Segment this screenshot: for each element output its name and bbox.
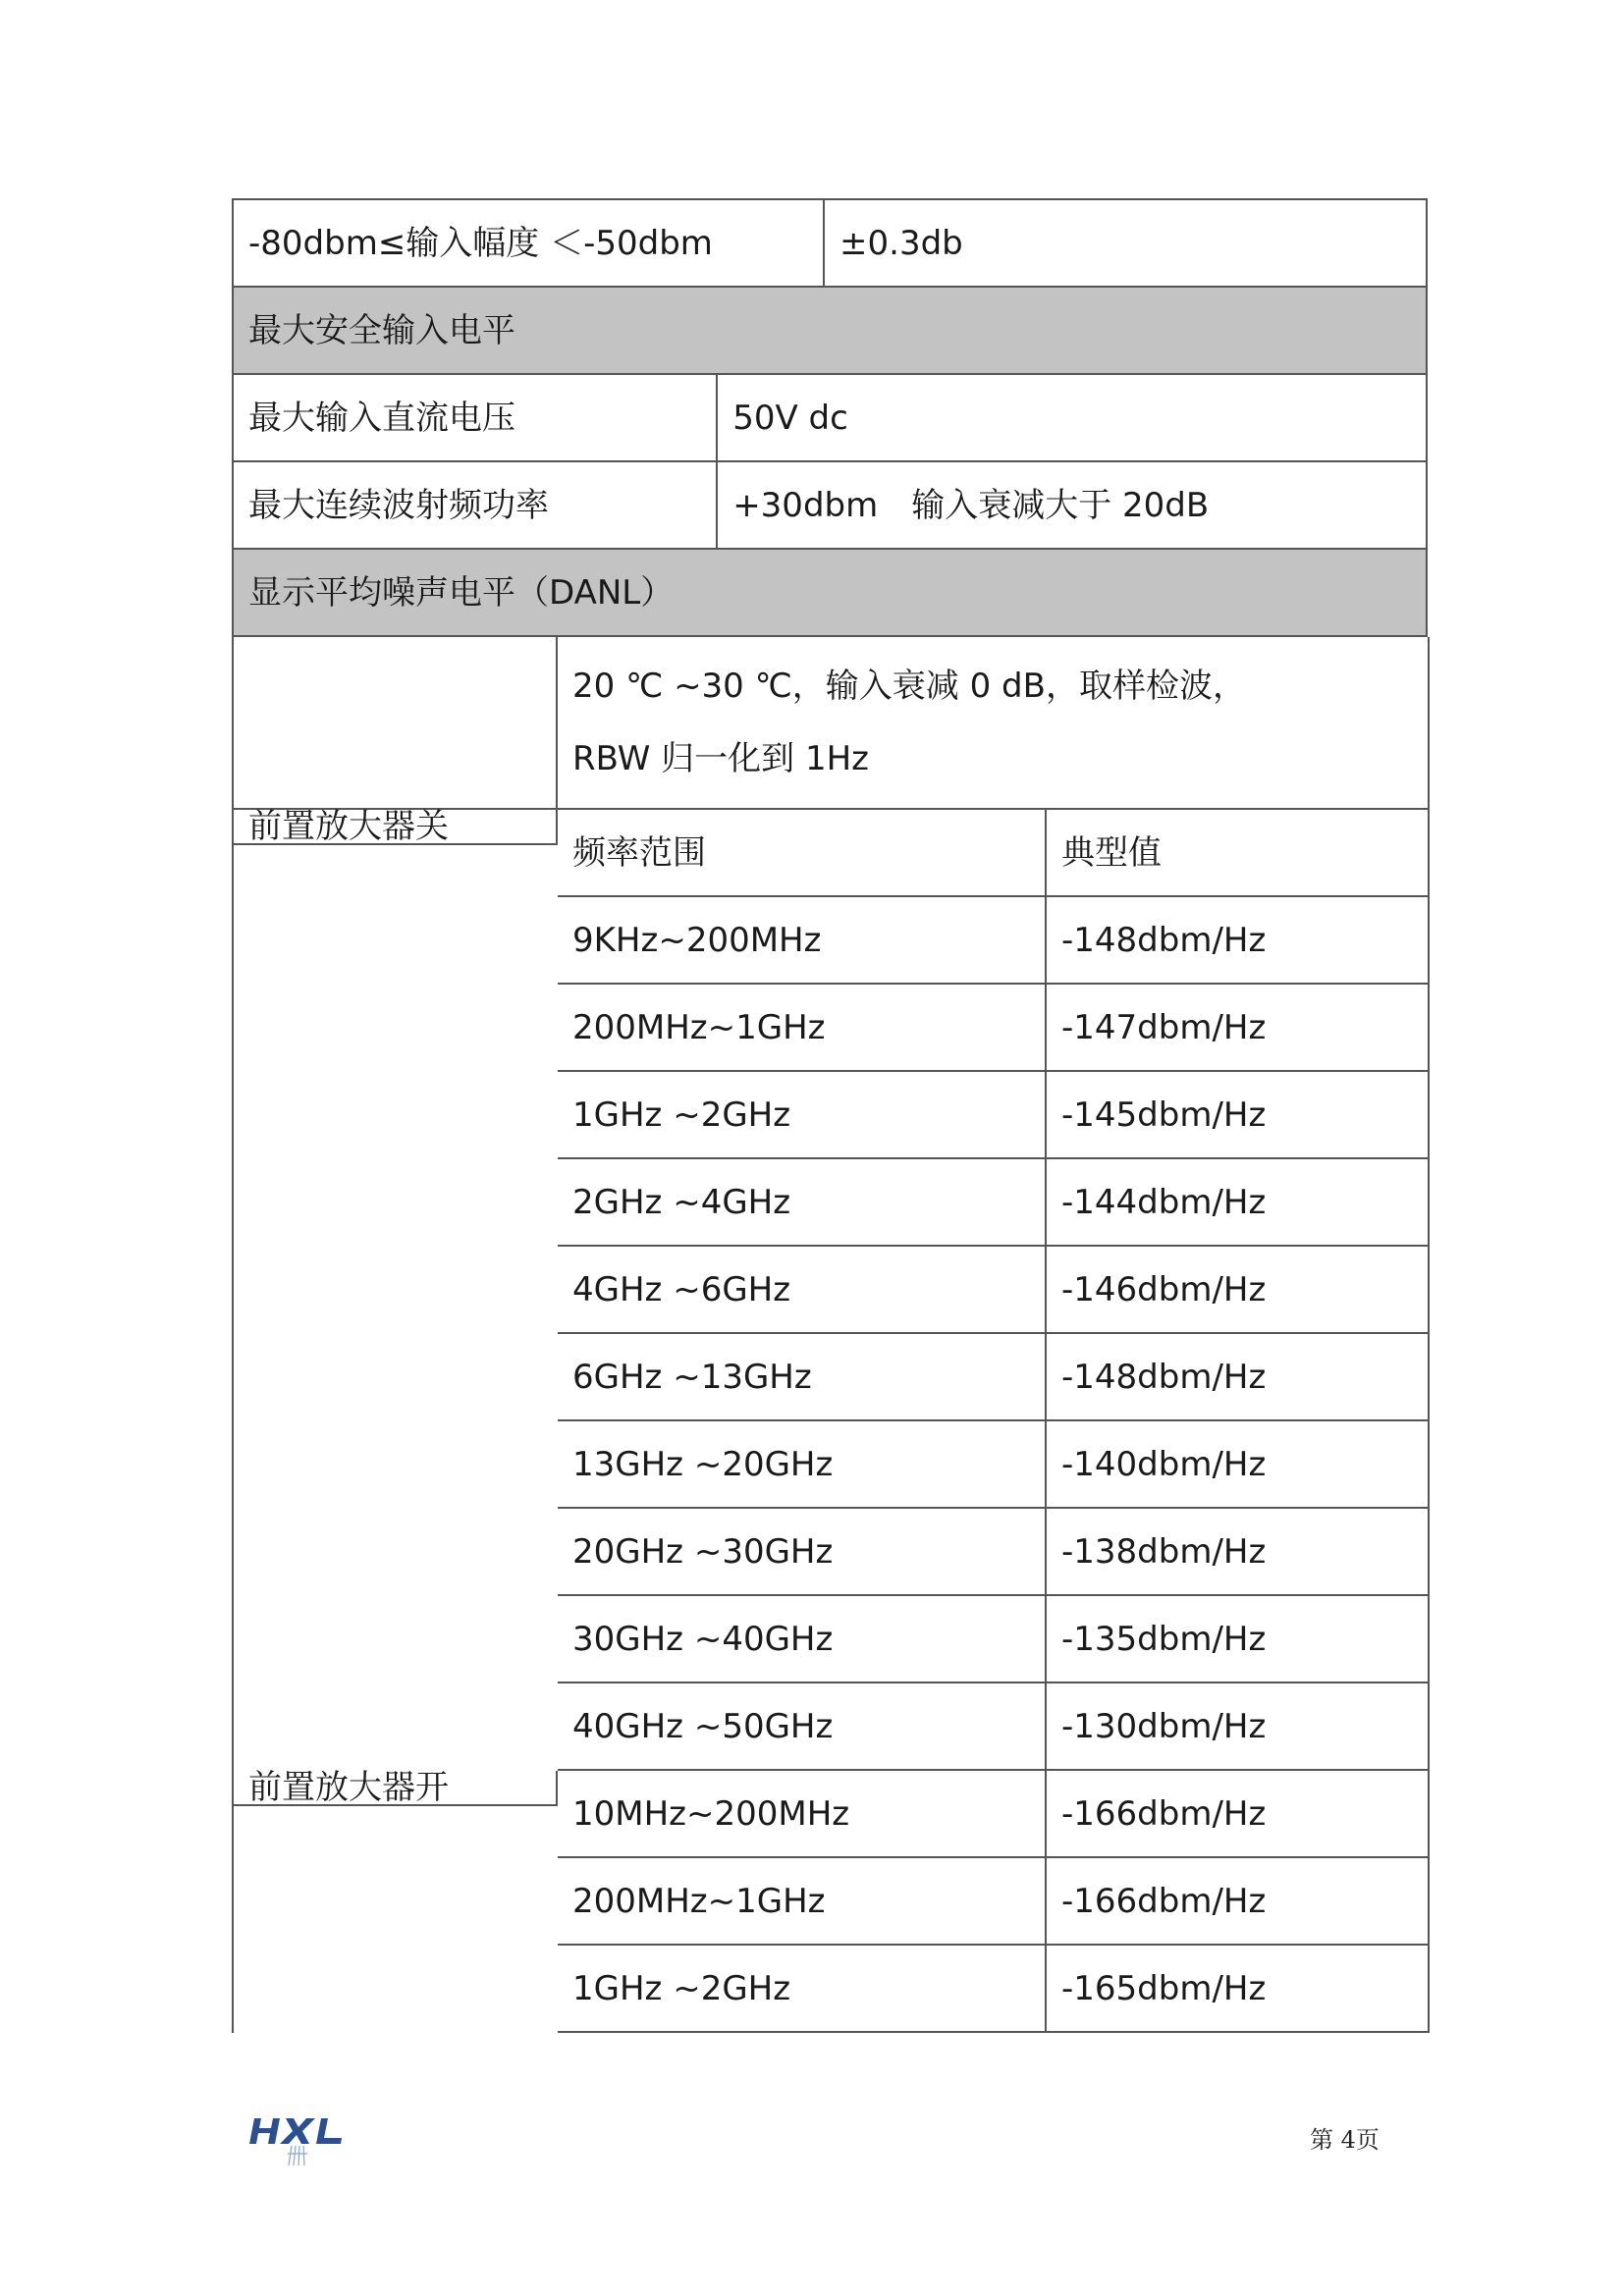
- danl-condition-line2: RBW 归一化到 1Hz: [572, 739, 870, 778]
- typical-value-cell: -130dbm/Hz: [1047, 1683, 1430, 1771]
- freq-range-cell: 2GHz ~4GHz: [558, 1159, 1047, 1247]
- typical-value-cell: -166dbm/Hz: [1047, 1858, 1430, 1946]
- freq-range-cell: 13GHz ~20GHz: [558, 1421, 1047, 1509]
- typical-value-cell: -148dbm/Hz: [1047, 897, 1430, 985]
- max-dc-value: 50V dc: [718, 375, 1428, 462]
- max-dc-label: 最大输入直流电压: [234, 375, 718, 462]
- table-row: [558, 1858, 1430, 1946]
- table-row: [558, 1509, 1430, 1596]
- table-row: [558, 1771, 1430, 1858]
- max-cw-row: [234, 462, 1428, 550]
- table-row: [558, 1159, 1430, 1247]
- amplitude-accuracy-row: [234, 200, 1428, 288]
- danl-condition-label: [234, 637, 558, 810]
- typical-value-cell: -144dbm/Hz: [1047, 1159, 1430, 1247]
- typical-value-cell: -148dbm/Hz: [1047, 1334, 1430, 1421]
- freq-range-cell: 200MHz~1GHz: [558, 985, 1047, 1072]
- safe-input-header: 最大安全输入电平: [234, 288, 1428, 375]
- section-header-danl: [234, 550, 1428, 637]
- max-cw-value: +30dbm 输入衰减大于 20dB: [718, 462, 1428, 550]
- typical-value-cell: -135dbm/Hz: [1047, 1596, 1430, 1683]
- freq-range-cell: 4GHz ~6GHz: [558, 1247, 1047, 1334]
- table-row: [558, 1072, 1430, 1159]
- preamp-on-label: 前置放大器开: [234, 1771, 558, 1806]
- typical-value-cell: -165dbm/Hz: [1047, 1946, 1430, 2033]
- typical-value-cell: -140dbm/Hz: [1047, 1421, 1430, 1509]
- freq-range-cell: 6GHz ~13GHz: [558, 1334, 1047, 1421]
- hxl-logo: [248, 2110, 356, 2169]
- table-row: [558, 1946, 1430, 2033]
- preamp-on-block: [234, 1768, 1428, 2033]
- freq-range-cell: 30GHz ~40GHz: [558, 1596, 1047, 1683]
- preamp-on-rows: [558, 1771, 1430, 2033]
- col-header-value: 典型值: [1047, 810, 1430, 897]
- freq-range-cell: 1GHz ~2GHz: [558, 1072, 1047, 1159]
- preamp-off-rows: [558, 810, 1430, 1771]
- freq-range-cell: 10MHz~200MHz: [558, 1771, 1047, 1858]
- danl-condition-line1: 20 ℃ ~30 ℃，输入衰减 0 dB，取样检波，: [572, 667, 1246, 706]
- danl-condition-text: [558, 637, 1430, 810]
- preamp-off-block: [234, 807, 1428, 1771]
- table-row: [558, 1334, 1430, 1421]
- col-header-range: 频率范围: [558, 810, 1047, 897]
- typical-value-cell: -166dbm/Hz: [1047, 1771, 1430, 1858]
- typical-value-cell: -146dbm/Hz: [1047, 1247, 1430, 1334]
- freq-range-cell: 9KHz~200MHz: [558, 897, 1047, 985]
- freq-range-cell: 200MHz~1GHz: [558, 1858, 1047, 1946]
- typical-value-cell: -145dbm/Hz: [1047, 1072, 1430, 1159]
- table-row: [558, 985, 1430, 1072]
- preamp-off-label: 前置放大器关: [234, 810, 558, 845]
- typical-value-cell: -147dbm/Hz: [1047, 985, 1430, 1072]
- max-dc-row: [234, 375, 1428, 462]
- freq-range-cell: 1GHz ~2GHz: [558, 1946, 1047, 2033]
- table-row: [558, 1421, 1430, 1509]
- table-row: [558, 1596, 1430, 1683]
- table-row: [558, 1683, 1430, 1771]
- amplitude-range-label: -80dbm≤输入幅度 ＜-50dbm: [234, 200, 825, 288]
- spec-table: [232, 198, 1428, 2033]
- danl-column-header-row: [558, 810, 1430, 897]
- hxl-logo-mark: [248, 2110, 356, 2169]
- section-header-safe-input: [234, 288, 1428, 375]
- table-row: [558, 897, 1430, 985]
- page-number: 第 4页: [1310, 2126, 1380, 2154]
- max-cw-label: 最大连续波射频功率: [234, 462, 718, 550]
- danl-header: 显示平均噪声电平（DANL）: [234, 550, 1428, 637]
- typical-value-cell: -138dbm/Hz: [1047, 1509, 1430, 1596]
- freq-range-cell: 20GHz ~30GHz: [558, 1509, 1047, 1596]
- table-row: [558, 1247, 1430, 1334]
- freq-range-cell: 40GHz ~50GHz: [558, 1683, 1047, 1771]
- amplitude-accuracy-value: ±0.3db: [825, 200, 1428, 288]
- danl-condition-row: [234, 637, 1428, 810]
